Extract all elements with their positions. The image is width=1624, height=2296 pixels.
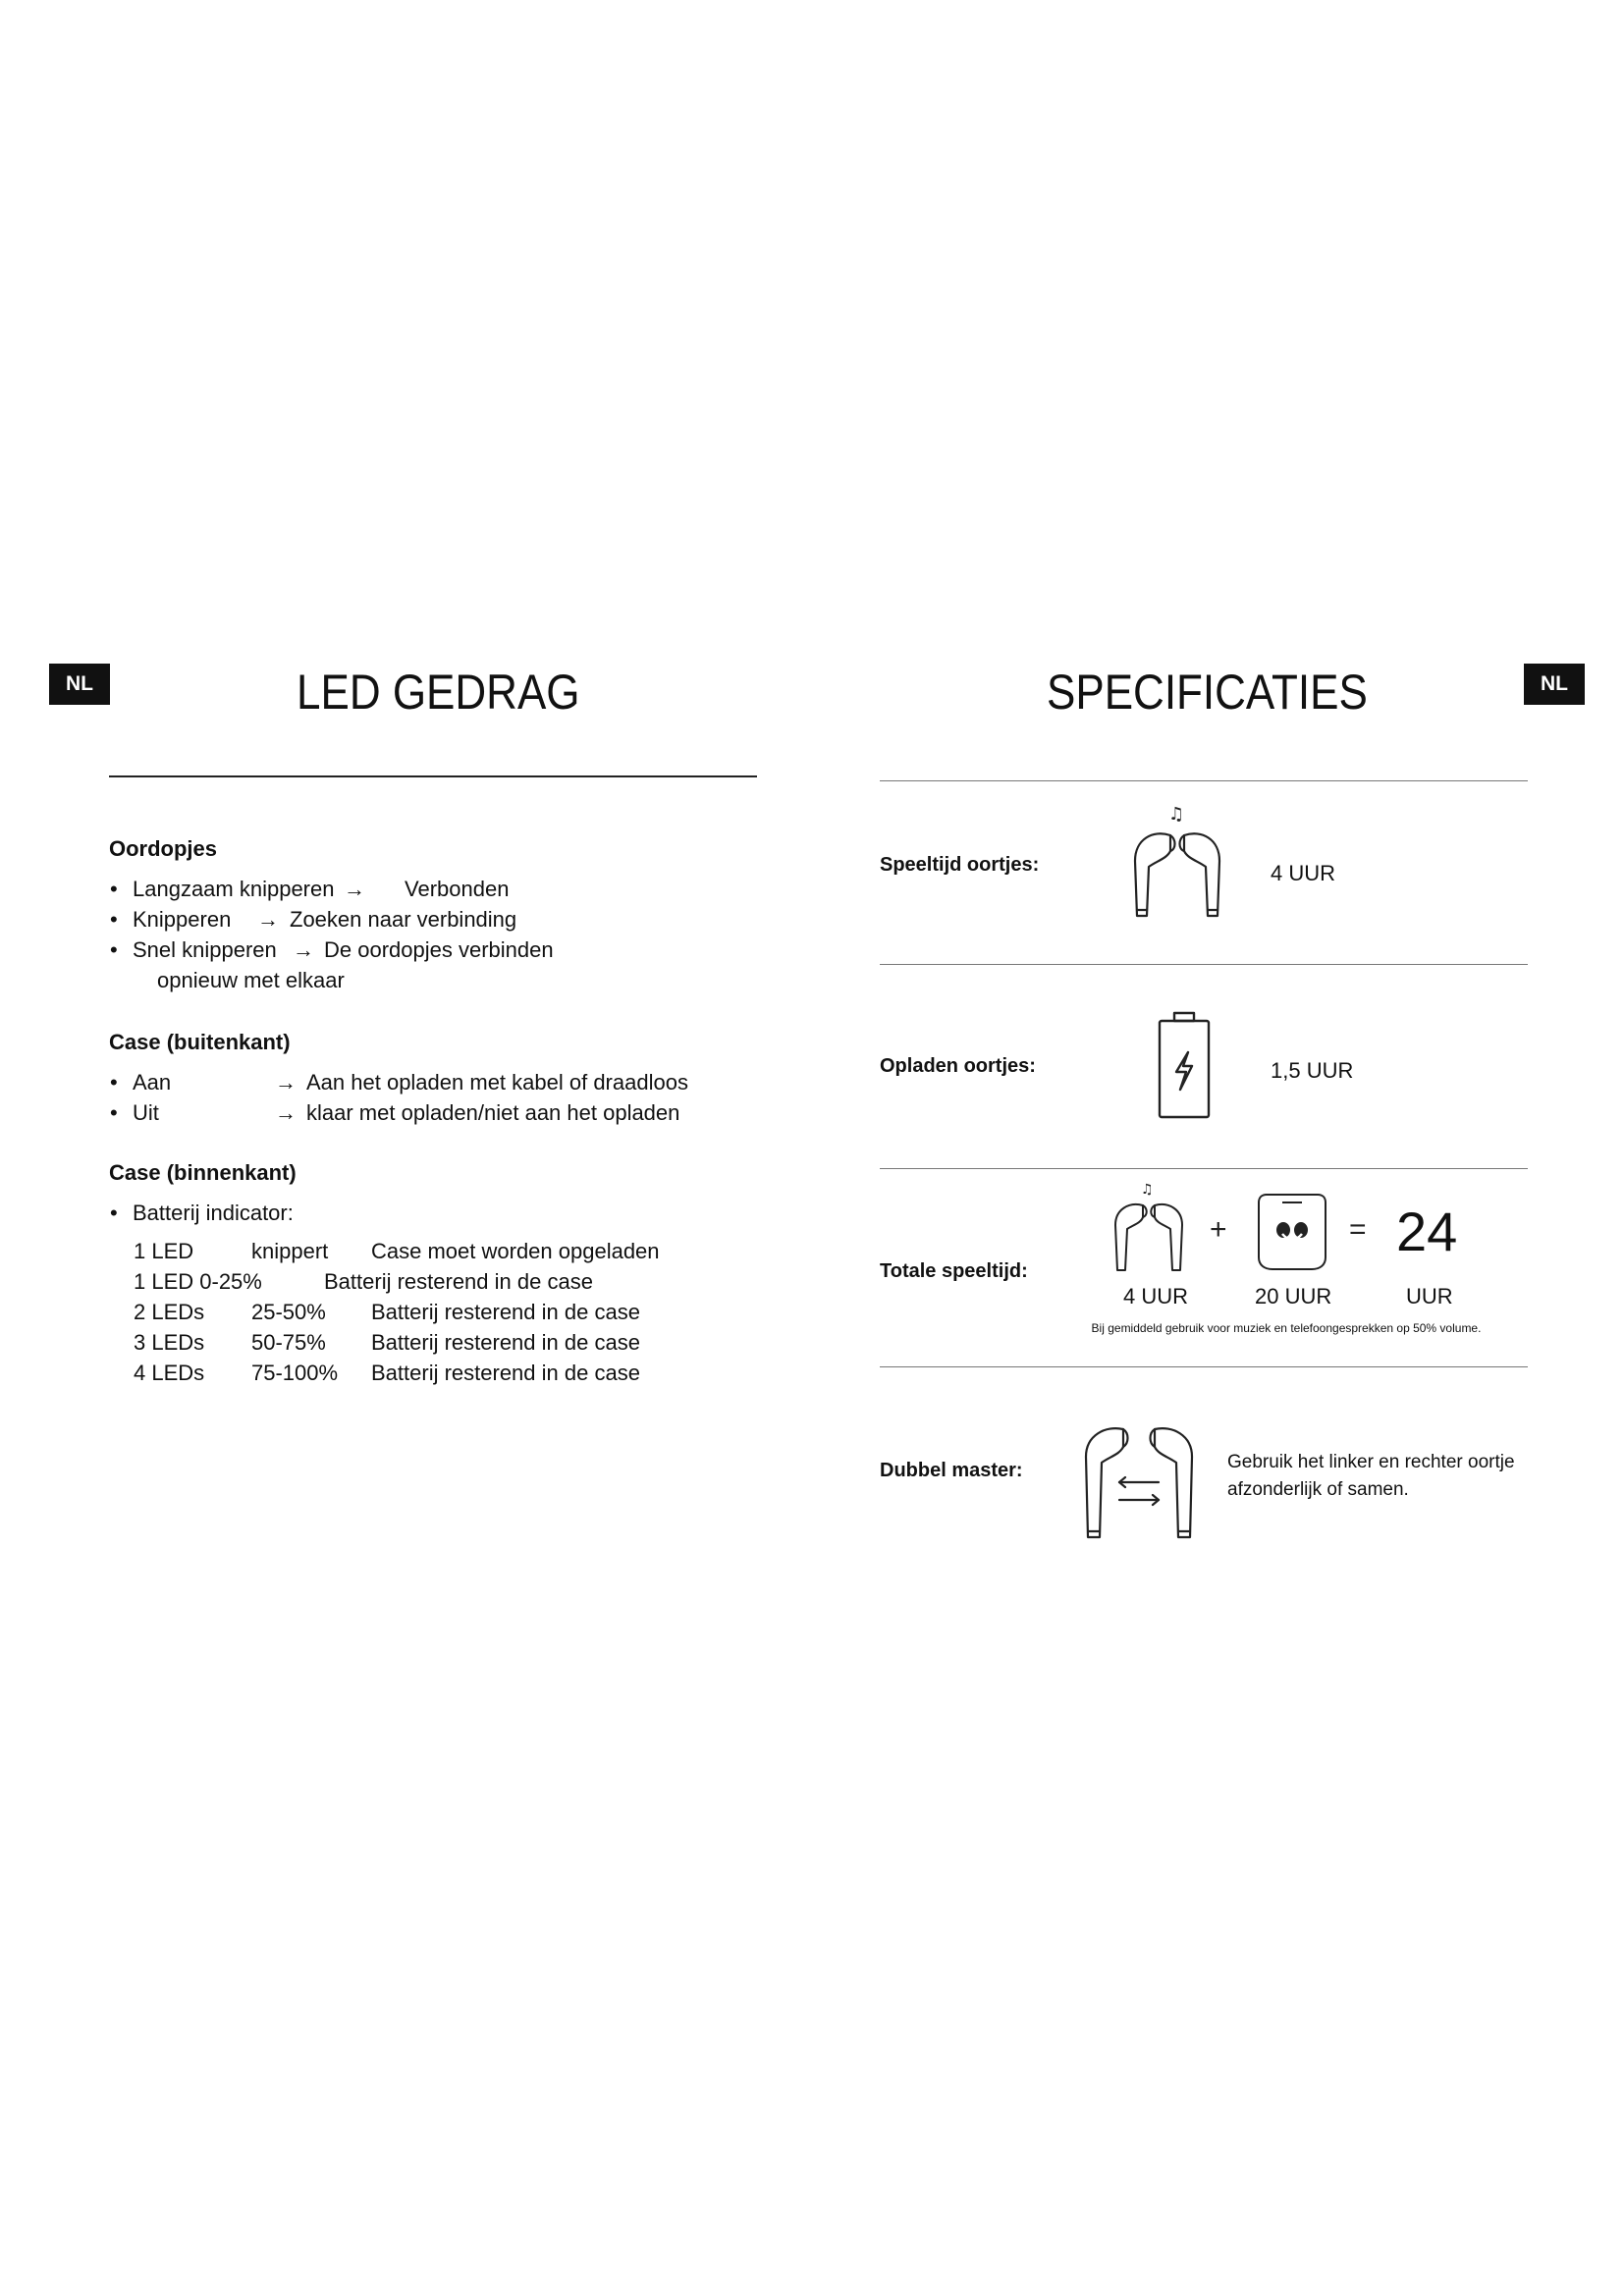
divider (880, 1168, 1528, 1169)
led-meaning: Batterij resterend in de case (371, 1300, 640, 1324)
arrow: → (293, 937, 314, 962)
speeltijd-label: Speeltijd oortjes: (880, 854, 1040, 876)
opladen-label: Opladen oortjes: (880, 1055, 1036, 1077)
item-value: Verbonden (405, 877, 510, 901)
led-count: 4 LEDs (134, 1361, 205, 1385)
led-meaning: Batterij resterend in de case (371, 1330, 640, 1355)
caption-total: UUR (1406, 1284, 1453, 1308)
led-count: 1 LED 0-25% (134, 1269, 262, 1294)
svg-text:♫: ♫ (1141, 1182, 1154, 1198)
dubbel-description: Gebruik het linker en rechter oortje afzonderlijk of samen. (1227, 1452, 1515, 1500)
heading-binnenkant: Case (binnenkant) (109, 1160, 297, 1185)
divider-left (109, 775, 757, 777)
language-badge-right: NL (1524, 664, 1585, 705)
caption-earbuds: 4 UUR (1123, 1284, 1189, 1308)
earbuds-swap-icon (1080, 1423, 1208, 1546)
bullet: • (110, 907, 118, 932)
plus-sign: + (1210, 1213, 1227, 1246)
led-meaning: Batterij resterend in de case (324, 1269, 593, 1294)
item-label: Aan (133, 1070, 172, 1095)
led-range: 25-50% (251, 1300, 326, 1324)
charging-case-icon (1257, 1193, 1327, 1271)
earbuds-music-icon (1108, 1178, 1206, 1276)
item-value: De oordopjes verbinden (324, 937, 554, 962)
led-meaning: Batterij resterend in de case (371, 1361, 640, 1385)
led-range: 75-100% (251, 1361, 339, 1385)
total-hours: 24 (1396, 1201, 1458, 1262)
battery-indicator-label: Batterij indicator: (133, 1201, 294, 1225)
divider (880, 964, 1528, 965)
item-continuation: opnieuw met elkaar (157, 968, 345, 992)
led-title: LED GEDRAG (297, 665, 580, 720)
totaal-label: Totale speeltijd: (880, 1260, 1028, 1282)
bullet: • (110, 937, 118, 962)
led-range: knippert (251, 1239, 329, 1263)
arrow: → (257, 907, 279, 932)
svg-text:♫: ♫ (1168, 804, 1185, 825)
item-label: Uit (133, 1100, 159, 1125)
usage-note: Bij gemiddeld gebruik voor muziek en telefoongesprekken op 50% volume. (1091, 1321, 1482, 1335)
battery-charging-icon (1157, 1011, 1212, 1121)
item-value: Aan het opladen met kabel of draadloos (306, 1070, 688, 1095)
arrow: → (275, 1070, 297, 1095)
led-count: 1 LED (134, 1239, 194, 1263)
led-count: 3 LEDs (134, 1330, 205, 1355)
heading-oordopjes: Oordopjes (109, 836, 218, 861)
divider (880, 1366, 1528, 1367)
spec-title: SPECIFICATIES (1047, 665, 1368, 720)
arrow: → (344, 877, 365, 901)
opladen-value: 1,5 UUR (1271, 1058, 1354, 1083)
led-count: 2 LEDs (134, 1300, 205, 1324)
bullet: • (110, 877, 118, 901)
bullet: • (110, 1070, 118, 1095)
heading-buitenkant: Case (buitenkant) (109, 1030, 291, 1054)
bullet: • (110, 1201, 118, 1225)
caption-case: 20 UUR (1255, 1284, 1332, 1308)
item-label: Knipperen (133, 907, 232, 932)
language-badge-left: NL (49, 664, 110, 705)
item-label: Snel knipperen (133, 937, 277, 962)
led-range: 50-75% (251, 1330, 326, 1355)
item-value: Zoeken naar verbinding (290, 907, 517, 932)
divider (880, 780, 1528, 781)
speeltijd-value: 4 UUR (1271, 861, 1336, 885)
earbuds-music-icon (1123, 800, 1251, 933)
led-meaning: Case moet worden opgeladen (371, 1239, 660, 1263)
arrow: → (275, 1100, 297, 1125)
dubbel-label: Dubbel master: (880, 1460, 1023, 1481)
bullet: • (110, 1100, 118, 1125)
item-label: Langzaam knipperen (133, 877, 335, 901)
equals-sign: = (1349, 1213, 1367, 1246)
item-value: klaar met opladen/niet aan het opladen (306, 1100, 680, 1125)
